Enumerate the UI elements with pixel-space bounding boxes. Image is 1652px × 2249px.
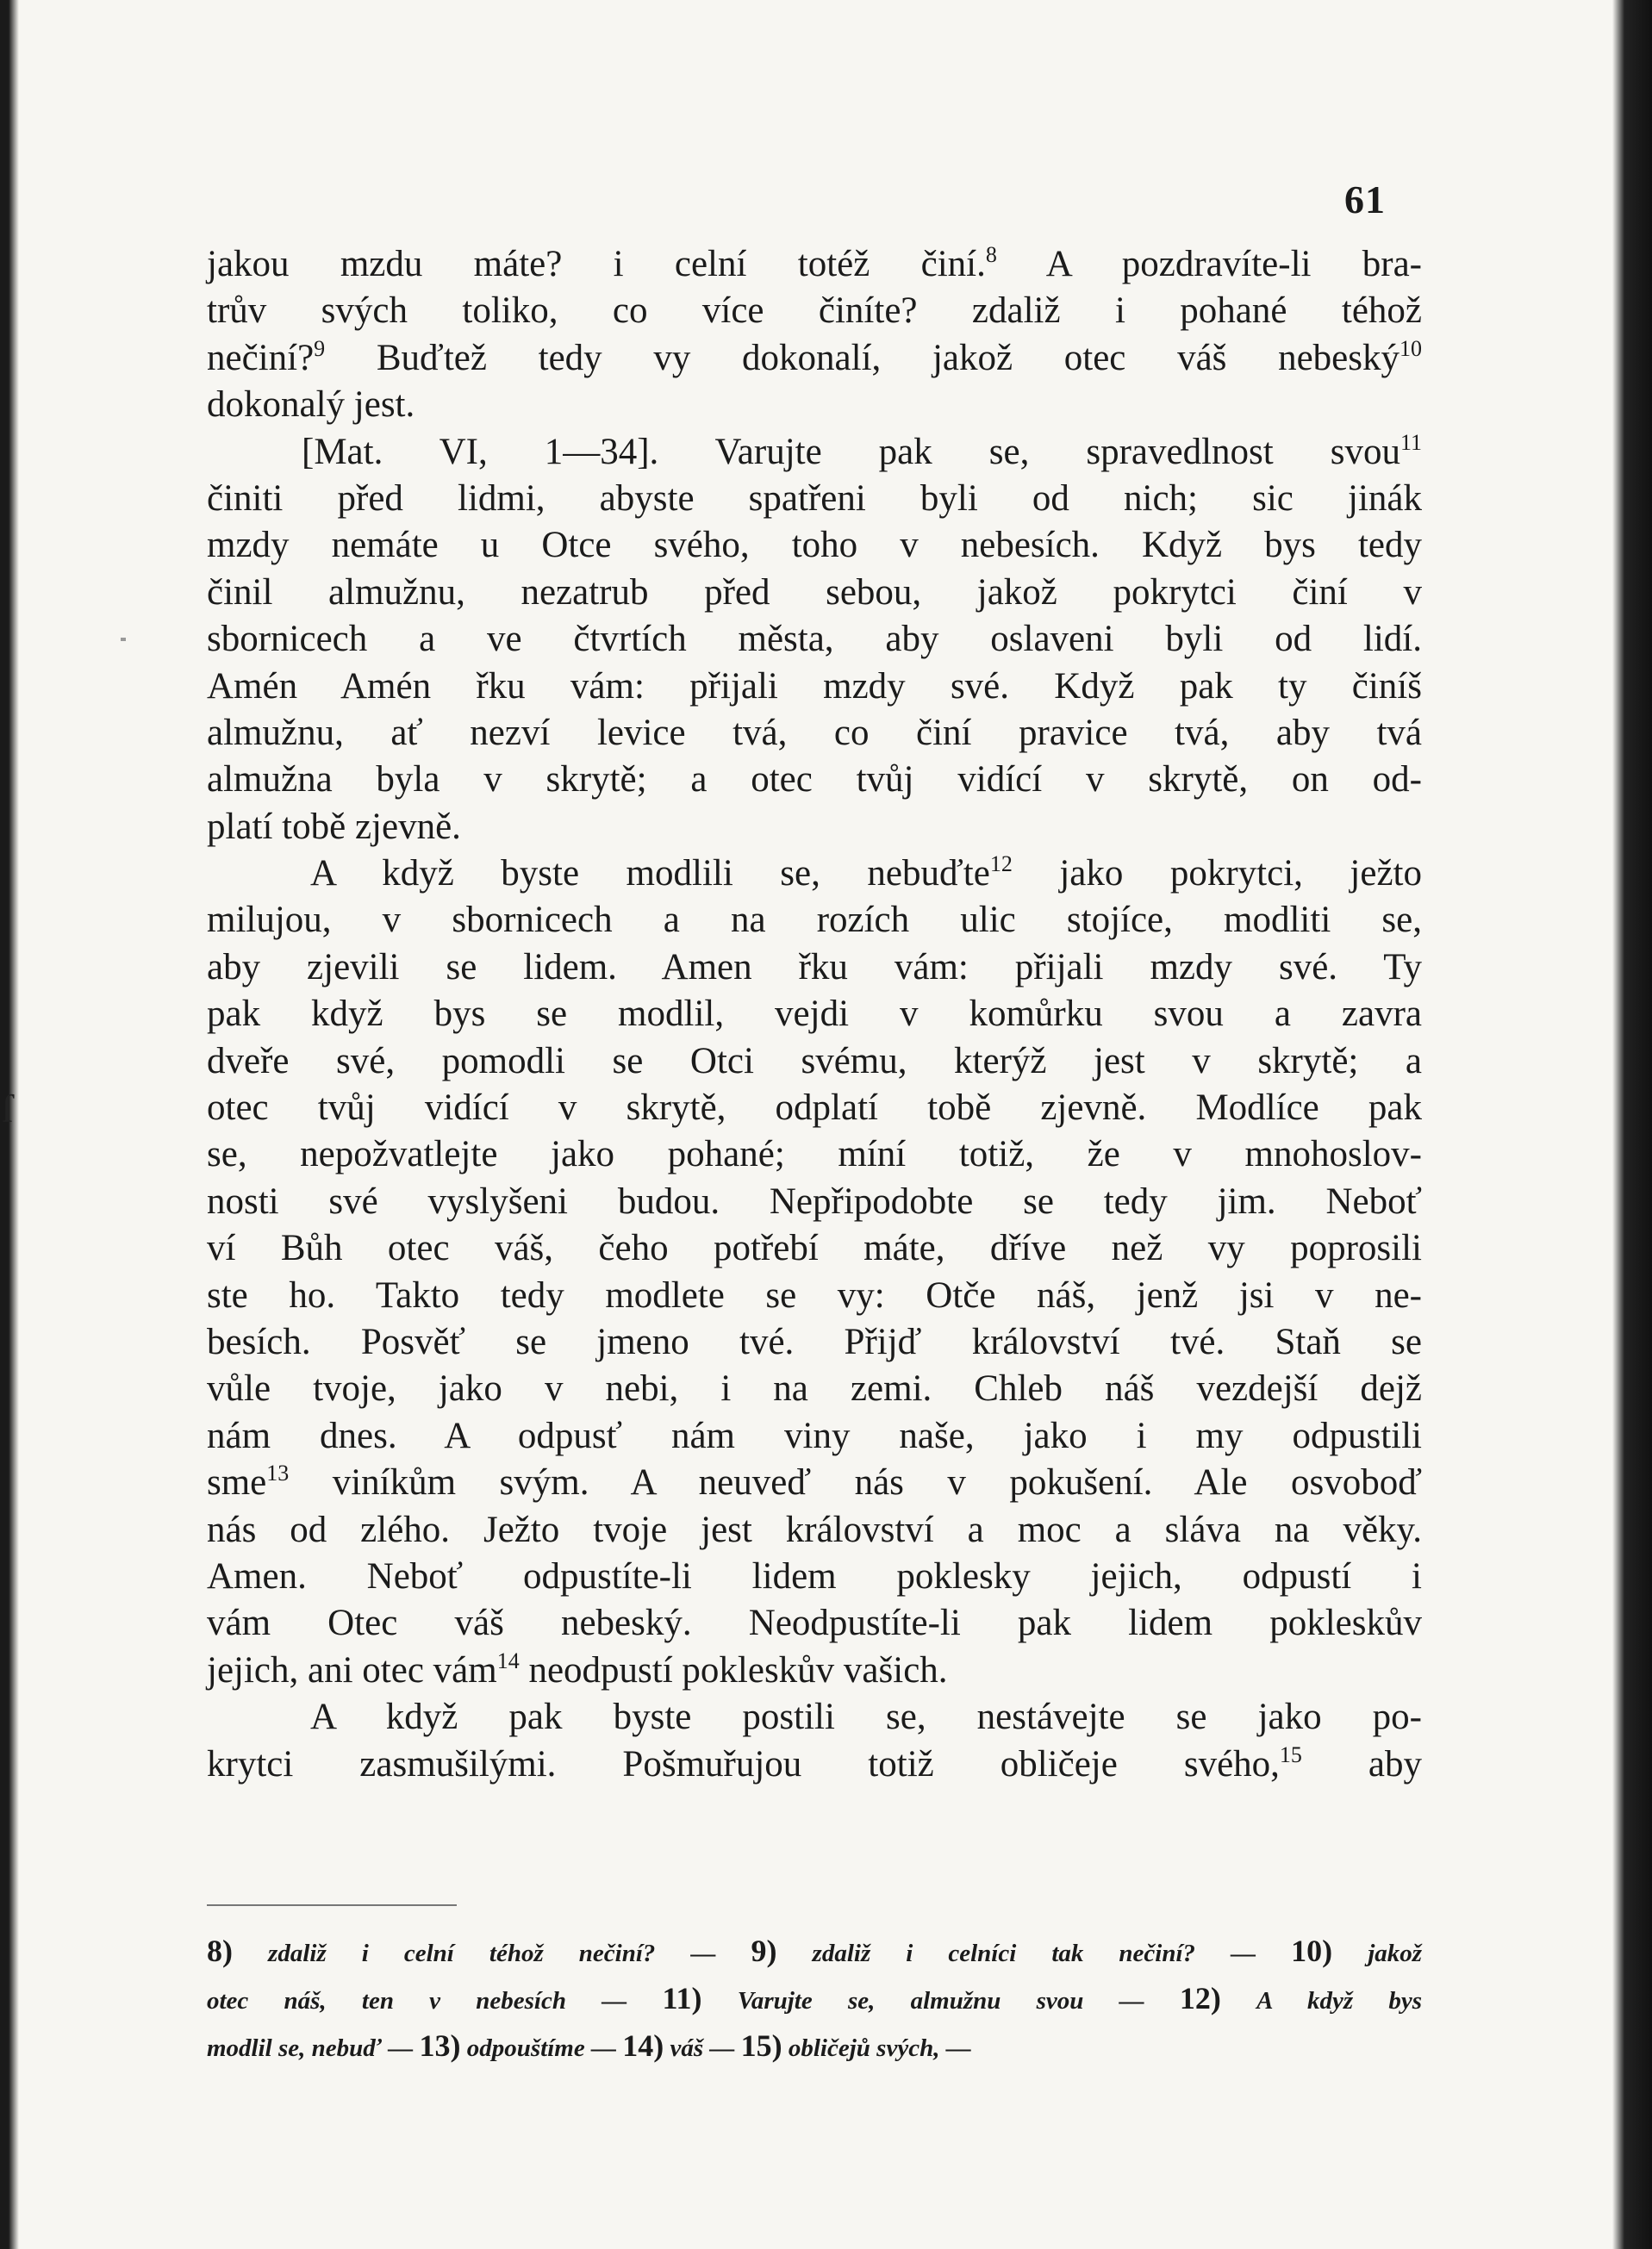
text-line: vůle tvoje, jako v nebi, i na zemi. Chleb náš vezdejší dejž	[207, 1368, 1422, 1410]
text-line: besích. Posvěť se jmeno tvé. Přijď království tvé. Staň se	[207, 1321, 1422, 1362]
text-line: činil almužnu, nezatrub před sebou, jakož pokrytci činí v	[207, 571, 1422, 613]
text-line: jakou mzdu máte? i celní totéž činí.$^8$ A pozdravíte-li bra-	[207, 242, 1422, 284]
text-line: almužna byla v skrytě; a otec tvůj vidící v skrytě, on od-	[207, 759, 1422, 801]
text-line: dveře své, pomodli se Otci svému, kterýž jest v skrytě; a	[207, 1040, 1422, 1081]
text-line: ví Bůh otec váš, čeho potřebí máte, dříve než vy poprosili	[207, 1228, 1422, 1269]
text-line: jejich, ani otec vám$^{14}$ neodpustí pokleskův vašich.	[207, 1648, 948, 1691]
text-line: Amén Amén řku vám: přijali mzdy své. Když pak ty činíš	[207, 665, 1422, 707]
text-line: ste ho. Takto tedy modlete se vy: Otče náš, jenž jsi v ne-	[207, 1274, 1422, 1316]
footnote-line: modlil se, nebuď — 13) odpouštíme — 14) váš — 15) obličejů svých, —	[207, 2028, 971, 2063]
text-line: Amen. Neboť odpustíte-li lidem poklesky jejich, odpustí i	[207, 1555, 1422, 1597]
margin-dot	[121, 638, 126, 641]
footnote-rule	[207, 1904, 457, 1906]
text-line: otec tvůj vidící v skrytě, odplatí tobě zjevně. Modlíce pak	[207, 1087, 1422, 1129]
body-text	[207, 241, 1422, 1788]
text-line: A když pak byste postili se, nestávejte se jako po-	[310, 1697, 1422, 1738]
text-line: A když byste modlili se, nebuďte$^{12}$ jako pokrytci, ježto	[310, 851, 1422, 894]
text-line: [Mat. VI, 1—34]. Varujte pak se, spravedlnost svou$^{11}$	[302, 429, 1422, 472]
text-line: nečiní?$^9$ Buďtež tedy vy dokonalí, jakož otec váš nebeský$^{10}$	[207, 335, 1422, 378]
text-line: sme$^{13}$ viníkům svým. A neuveď nás v pokušení. Ale osvoboď	[207, 1461, 1422, 1504]
text-line: pak když bys se modlil, vejdi v komůrku svou a zavra	[207, 994, 1422, 1035]
text-line: vám Otec váš nebeský. Neodpustíte-li pak lidem pokleskův	[207, 1603, 1422, 1644]
footnotes	[207, 1928, 1422, 2071]
text-line: nám dnes. A odpusť nám viny naše, jako i my odpustili	[207, 1415, 1422, 1456]
text-line: nosti své vyslyšeni budou. Nepřipodobte se tedy jim. Neboť	[207, 1181, 1422, 1222]
footnote-line: 8) zdaliž i celní téhož nečiní? — 9) zdaliž i celníci tak nečiní? — 10) jakož	[207, 1934, 1423, 1968]
text-line: krytci zasmušilými. Pošmuřujou totiž obličeje svého,$^{15}$ aby	[207, 1741, 1422, 1785]
text-line: aby zjevili se lidem. Amen řku vám: přijali mzdy své. Ty	[207, 946, 1422, 987]
text-line: sbornicech a ve čtvrtích města, aby oslaveni byli od lidí.	[207, 619, 1422, 660]
text-line: milujou, v sbornicech a na rozích ulic stojíce, modliti se,	[207, 900, 1422, 941]
text-line: se, nepožvatlejte jako pohané; míní totiž, že v mnohoslov-	[207, 1134, 1422, 1175]
text-line: mzdy nemáte u Otce svého, toho v nebesích. Když bys tedy	[207, 525, 1422, 566]
text-line: trův svých toliko, co více činíte? zdaliž i pohané téhož	[207, 290, 1422, 332]
margin-mark: ſ	[2, 1087, 13, 1131]
text-line: činiti před lidmi, abyste spatřeni byli od nich; sic jinák	[207, 477, 1422, 519]
page-number: 61	[1344, 178, 1386, 221]
text-line: dokonalý jest.	[207, 384, 415, 426]
text-line: platí tobě zjevně.	[207, 806, 461, 847]
text-line: almužnu, ať nezví levice tvá, co činí pravice tvá, aby tvá	[207, 712, 1422, 753]
scan-edge-right	[1612, 0, 1652, 2249]
text-line: nás od zlého. Ježto tvoje jest království a moc a sláva na věky.	[207, 1509, 1422, 1550]
footnote-line: otec náš, ten v nebesích — 11) Varujte se, almužnu svou — 12) A když bys	[207, 1981, 1423, 2015]
